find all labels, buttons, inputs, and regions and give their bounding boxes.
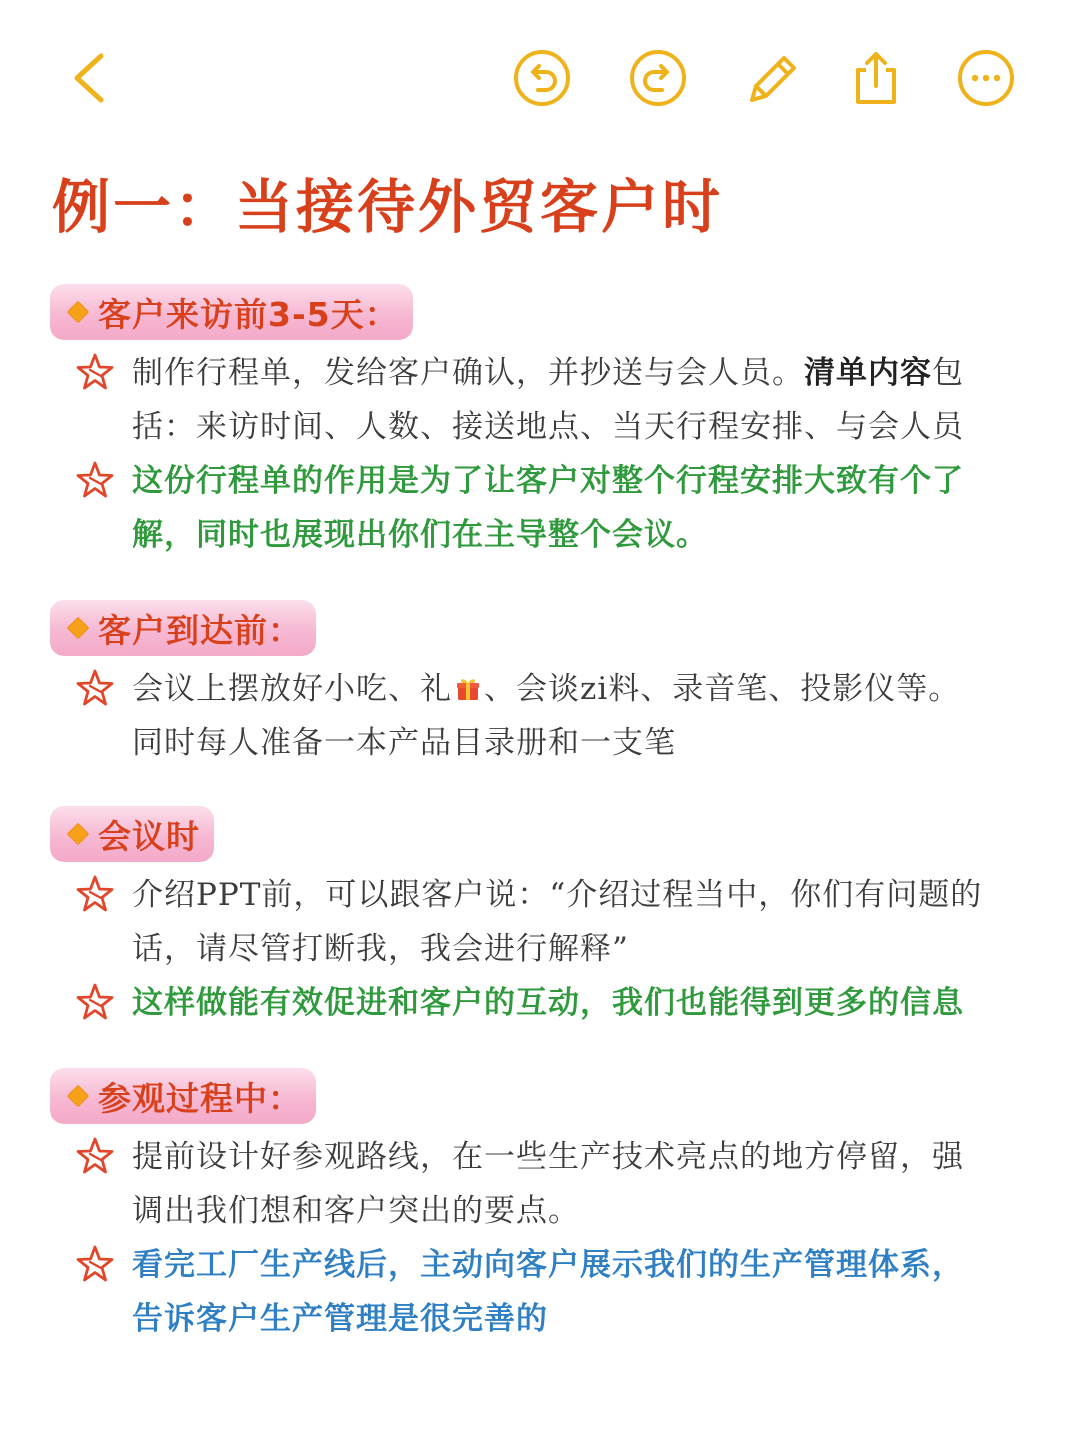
text-run: 会议上摆放好小吃、礼 — [132, 671, 452, 707]
section-heading-label: 客户到达前： — [98, 610, 302, 650]
star-icon — [74, 1136, 116, 1178]
section-heading-label: 参观过程中： — [98, 1078, 302, 1118]
redo-icon[interactable] — [628, 48, 688, 108]
text-run-bold: 清单内容 — [804, 355, 932, 391]
text-run: 包括：来访时间、人数、接送地点、当天行程安排、与会人员 — [132, 355, 964, 445]
diamond-icon — [67, 617, 90, 640]
section-heading — [50, 284, 413, 340]
list-item — [0, 1130, 1080, 1238]
pencil-icon[interactable] — [742, 48, 802, 108]
list-item — [0, 662, 1080, 770]
star-icon — [74, 1244, 116, 1286]
list-item-text: 这样做能有效促进和客户的互动，我们也能得到更多的信息 — [132, 985, 964, 1021]
list-item-text: 这份行程单的作用是为了让客户对整个行程安排大致有个了解，同时也展现出你们在主导整个会议。 — [132, 463, 964, 553]
list-item-text — [132, 346, 990, 454]
star-icon — [74, 352, 116, 394]
diamond-icon — [67, 1085, 90, 1108]
list-item — [0, 454, 1080, 562]
section-before-arrival — [0, 600, 1080, 770]
share-icon[interactable] — [846, 48, 906, 108]
section-heading — [50, 806, 214, 862]
diamond-icon — [67, 823, 90, 846]
page-title: 例一：当接待外贸客户时 — [52, 173, 724, 241]
list-item-text: 提前设计好参观路线，在一些生产技术亮点的地方停留，强调出我们想和客户突出的要点。 — [132, 1139, 964, 1229]
section-tour — [0, 1068, 1080, 1346]
gift-icon — [455, 665, 481, 691]
chevron-left-icon[interactable] — [58, 48, 118, 108]
section-heading — [50, 1068, 316, 1124]
star-icon — [74, 460, 116, 502]
list-item — [0, 346, 1080, 454]
section-heading-label: 客户来访前3-5天： — [98, 294, 399, 334]
list-item-text: 介绍PPT前，可以跟客户说：“介绍过程当中，你们有问题的话，请尽管打断我，我会进行解释” — [132, 877, 983, 967]
text-run: 、会谈zi料、录音笔、投影仪等。同时每人准备一本产品目录册和一支笔 — [132, 671, 961, 761]
undo-icon[interactable] — [512, 48, 572, 108]
star-icon — [74, 668, 116, 710]
text-run: 制作行程单，发给客户确认，并抄送与会人员。 — [132, 355, 804, 391]
section-meeting — [0, 806, 1080, 1030]
list-item — [0, 976, 1080, 1030]
more-icon[interactable] — [956, 48, 1016, 108]
toolbar — [0, 0, 1080, 150]
section-before-visit — [0, 284, 1080, 562]
star-icon — [74, 874, 116, 916]
list-item — [0, 868, 1080, 976]
list-item — [0, 1238, 1080, 1346]
star-icon — [74, 982, 116, 1024]
list-item-text — [132, 662, 990, 770]
diamond-icon — [67, 301, 90, 324]
list-item-text: 看完工厂生产线后，主动向客户展示我们的生产管理体系，告诉客户生产管理是很完善的 — [132, 1247, 964, 1337]
section-heading-label: 会议时 — [98, 816, 200, 856]
section-heading — [50, 600, 316, 656]
